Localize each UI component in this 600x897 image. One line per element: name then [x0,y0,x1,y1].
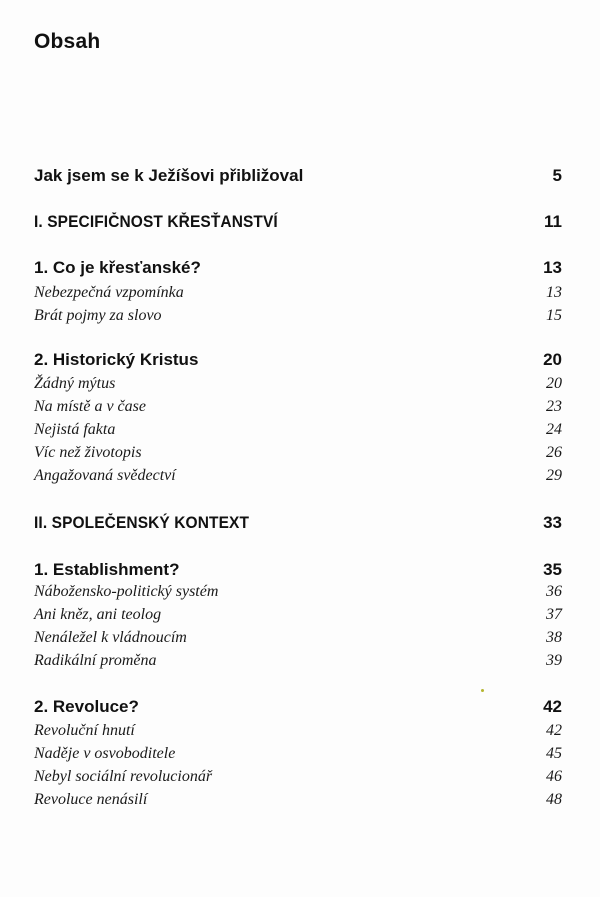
toc-entry-label: Nebyl sociální revolucionář [34,768,213,785]
toc-entry-label: Víc než životopis [34,444,142,461]
toc-entry-label: 1. Establishment? [34,560,180,579]
toc-entry-section [34,444,562,462]
toc-entry-label: 1. Co je křesťanské? [34,258,201,277]
toc-entry-page: 48 [546,791,562,808]
toc-entry-label: II. SPOLEČENSKÝ KONTEXT [34,514,250,533]
toc-entry-label: Nebezpečná vzpomínka [34,284,184,301]
toc-entry-label: I. SPECIFIČNOST KŘESŤANSTVÍ [34,213,278,232]
toc-entry-section [34,583,562,601]
toc-entry-section [34,722,562,740]
toc-entry-section [34,606,562,624]
toc-entry-label: Na místě a v čase [34,398,146,415]
toc-entry-page: 46 [546,768,562,785]
toc-entry-section [34,375,562,393]
toc-entry-section [34,768,562,786]
toc-entry-section [34,421,562,439]
toc-entry-label: Angažovaná svědectví [34,467,176,484]
toc-entry-label: 2. Historický Kristus [34,350,199,369]
toc-entry-section [34,629,562,647]
toc-entry-label: Revoluční hnutí [34,722,135,739]
toc-entry-section [34,307,562,325]
toc-entry-label: Nejistá fakta [34,421,116,438]
toc-entry-page: 42 [543,697,562,716]
toc-entry-label: Brát pojmy za slovo [34,307,162,324]
toc-entry-page: 37 [546,606,562,623]
toc-entry-section [34,467,562,485]
toc-entry-page: 13 [546,284,562,301]
toc-entry-page: 29 [546,467,562,484]
toc-entry-page: 33 [543,513,562,532]
toc-entry-label: Naděje v osvoboditele [34,745,176,762]
toc-entry-page: 42 [546,722,562,739]
scan-speck [481,689,484,692]
toc-entry-label: Jak jsem se k Ježíšovi přibližoval [34,166,304,185]
toc-entry-page: 15 [546,307,562,324]
toc-entry-label: Revoluce nenásilí [34,791,148,808]
page-title: Obsah [34,30,101,53]
toc-entry-page: 5 [552,166,562,185]
toc-entry-label: Žádný mýtus [34,375,116,392]
toc-entry-page: 11 [544,212,562,231]
toc-entry-label: 2. Revoluce? [34,697,139,716]
toc-entry-intro [34,166,562,186]
toc-entry-page: 45 [546,745,562,762]
toc-entry-chapter [34,697,562,717]
toc-entry-page: 24 [546,421,562,438]
toc-entry-page: 13 [543,258,562,277]
toc-entry-part [34,212,562,232]
toc-entry-page: 20 [546,375,562,392]
toc-entry-page: 26 [546,444,562,461]
toc-entry-label: Radikální proměna [34,652,157,669]
toc-entry-label: Nenáležel k vládnoucím [34,629,187,646]
toc-entry-section [34,745,562,763]
toc-entry-chapter [34,560,562,580]
toc-entry-part [34,513,562,533]
toc-entry-page: 38 [546,629,562,646]
toc-entry-section [34,398,562,416]
toc-entry-page: 36 [546,583,562,600]
toc-entry-page: 39 [546,652,562,669]
toc-entry-label: Nábožensko-politický systém [34,583,219,600]
toc-entry-chapter [34,258,562,278]
toc-entry-chapter [34,350,562,370]
toc-entry-page: 23 [546,398,562,415]
toc-entry-section [34,791,562,809]
toc-entry-section [34,284,562,302]
toc-entry-page: 20 [543,350,562,369]
toc-entry-section [34,652,562,670]
toc-entry-page: 35 [543,560,562,579]
toc-entry-label: Ani kněz, ani teolog [34,606,162,623]
